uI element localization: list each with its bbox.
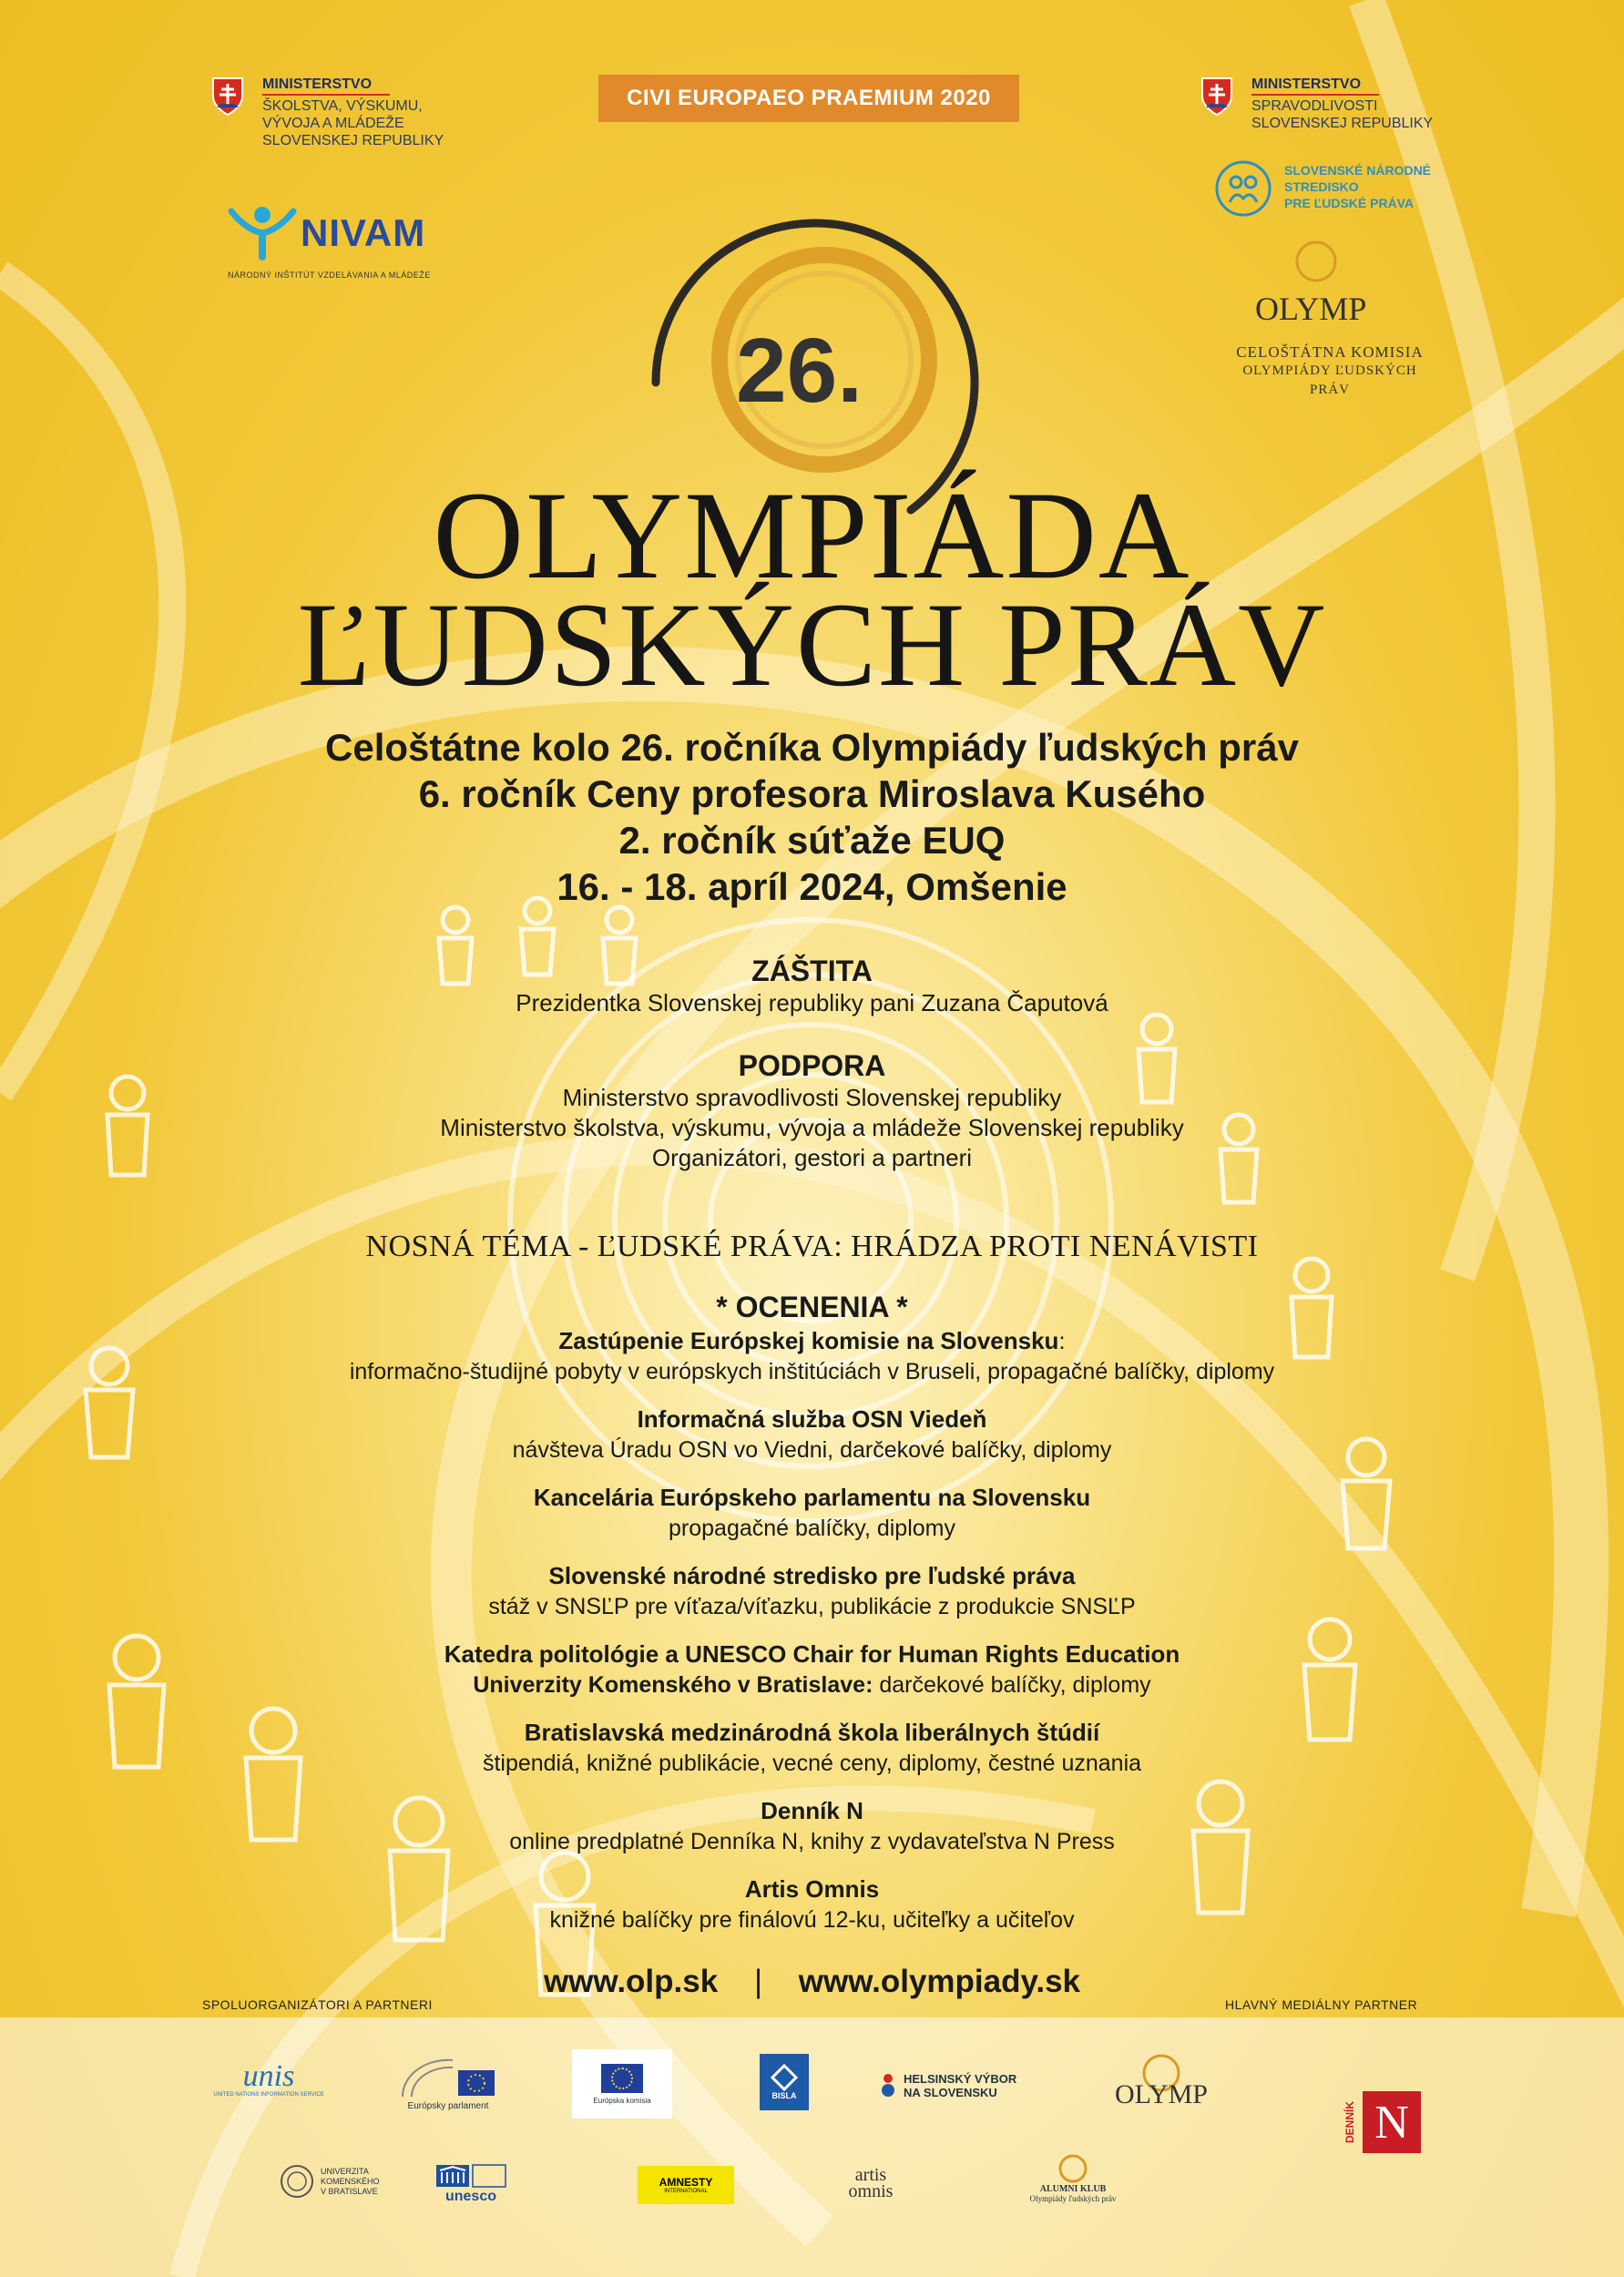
olymp-logo-text: OLYMP bbox=[1255, 291, 1367, 327]
dennik-label: DENNÍK bbox=[1343, 2100, 1357, 2144]
slovak-coat-of-arms-icon bbox=[1200, 77, 1233, 117]
award-text: stáž v SNSĽP pre víťaza/víťazku, publikácie z produkcie SNSĽP bbox=[488, 1594, 1136, 1619]
unis-logo: unis UNITED NATIONS INFORMATION SERVICE bbox=[213, 2059, 324, 2098]
alumni-club-logo: ALUMNI KLUB Olympiády ľudských práv bbox=[1009, 2146, 1137, 2210]
award-text: Univerzity Komenského v Bratislave: darčekové balíčky, diplomy bbox=[473, 1672, 1151, 1698]
unesco-logo: unesco bbox=[430, 2159, 512, 2210]
awards-heading: * OCENENIA * bbox=[716, 1291, 908, 1323]
awards-section bbox=[0, 1289, 1624, 1935]
dennik-n-logo: N bbox=[1363, 2091, 1421, 2153]
helsinki-icon bbox=[878, 2072, 898, 2099]
award-name: Kancelária Európskeho parlamentu na Slovensku bbox=[533, 1484, 1091, 1511]
ministry-education-name: MINISTERSTVO ŠKOLSTVA, VÝSKUMU, VÝVOJA A MLÁDEŽE SLOVENSKEJ REPUBLIKY bbox=[262, 77, 444, 148]
bisla-logo: BISLA bbox=[760, 2054, 809, 2110]
nivam-full-name: NÁRODNÝ INŠTITÚT VZDELÁVANIA A MLÁDEŽE bbox=[228, 271, 431, 280]
award-text: online predplatné Denníka N, knihy z vydavateľstva N Press bbox=[509, 1829, 1115, 1854]
olymp-ring-icon bbox=[1293, 239, 1339, 284]
websites: www.olp.sk | www.olympiady.sk bbox=[543, 1964, 1081, 1999]
website-link-olp[interactable]: www.olp.sk bbox=[543, 1964, 719, 1999]
podpora-heading: PODPORA bbox=[738, 1049, 886, 1082]
alumni-ring-icon bbox=[1057, 2153, 1088, 2184]
amnesty-logo: AMNESTY INTERNATIONAL bbox=[638, 2166, 734, 2204]
award-name: Bratislavská medzinárodná škola liberálnych štúdií bbox=[524, 1719, 1100, 1746]
ministry-justice-name: MINISTERSTVO SPRAVODLIVOSTI SLOVENSKEJ REPUBLIKY bbox=[1251, 77, 1434, 131]
zastita-heading: ZÁŠTITA bbox=[751, 955, 873, 987]
event-subtitles: Celoštátne kolo 26. ročníka Olympiády ľudských práv 6. ročník Ceny profesora Miroslava Kusého 2. ročník súťaže EUQ 16. - 18. apríl 2024, Omšenie bbox=[325, 726, 1299, 908]
award-name: Katedra politológie a UNESCO Chair for Human Rights Education bbox=[444, 1640, 1180, 1668]
award-text: knižné balíčky pre finálovú 12-ku, učiteľky a učiteľov bbox=[549, 1907, 1075, 1933]
olymp-footer-logo: OLYMP bbox=[1102, 2045, 1221, 2118]
olymp-commission-text: CELOŠTÁTNA KOMISIA OLYMPIÁDY ĽUDSKÝCH PRÁV bbox=[1236, 343, 1424, 397]
zastita-text: Prezidentka Slovenskej republiky pani Zuzana Čaputová bbox=[516, 989, 1108, 1016]
website-link-olympiady[interactable]: www.olympiady.sk bbox=[798, 1964, 1081, 1999]
award-name: Denník N bbox=[761, 1797, 863, 1824]
award-name: Slovenské národné stredisko pre ľudské práva bbox=[548, 1562, 1076, 1589]
nivam-logo-icon bbox=[228, 202, 297, 262]
edition-number: 26. bbox=[736, 320, 863, 422]
award-name: Artis Omnis bbox=[744, 1875, 880, 1903]
european-parliament-logo: Európsky parlament bbox=[393, 2047, 503, 2119]
slovak-coat-of-arms-icon bbox=[211, 77, 244, 117]
comenius-university-logo: UNIVERZITA KOMENSKÉHO V BRATISLAVE bbox=[279, 2159, 397, 2204]
university-seal-icon bbox=[279, 2163, 315, 2200]
main-theme: NOSNÁ TÉMA - ĽUDSKÉ PRÁVA: HRÁDZA PROTI NENÁVISTI bbox=[365, 1230, 1259, 1263]
main-title-line1: OLYMPIÁDA bbox=[433, 465, 1191, 605]
snslp-name: SLOVENSKÉ NÁRODNÉ STREDISKO PRE ĽUDSKÉ PRÁVA bbox=[1284, 163, 1432, 210]
main-title-line2: ĽUDSKÝCH PRÁV bbox=[297, 577, 1327, 711]
award-name: Zastúpenie Európskej komisie na Slovensku: bbox=[558, 1327, 1066, 1354]
snslp-logo-icon bbox=[1213, 158, 1273, 219]
award-text: propagačné balíčky, diplomy bbox=[669, 1516, 955, 1541]
award-text: návšteva Úradu OSN vo Viedni, darčekové balíčky, diplomy bbox=[512, 1437, 1112, 1463]
european-parliament-icon bbox=[398, 2056, 498, 2101]
unesco-temple-icon bbox=[434, 2163, 507, 2189]
media-partner-label: HLAVNÝ MEDIÁLNY PARTNER bbox=[1225, 1997, 1418, 2012]
bisla-diamond-icon bbox=[771, 2064, 798, 2091]
award-name: Informačná služba OSN Viedeň bbox=[637, 1405, 987, 1433]
nivam-logo-text: NIVAM bbox=[301, 211, 426, 254]
podpora-section: PODPORA Ministerstvo spravodlivosti Slovenskej republiky Ministerstvo školstva, výskumu, vývoja a mládeže Slovenskej republiky Organizátori, gestori a partneri bbox=[0, 1049, 1624, 1173]
partners-label: SPOLUORGANIZÁTORI A PARTNERI bbox=[202, 1997, 433, 2012]
award-text: informačno-študijné pobyty v európskych inštitúciách v Bruseli, propagačné balíčky, diplomy bbox=[349, 1359, 1275, 1384]
european-commission-logo: Európska komisia bbox=[572, 2049, 672, 2119]
helsinki-committee-logo: HELSINSKÝ VÝBOR NA SLOVENSKU bbox=[878, 2066, 1060, 2106]
artis-omnis-logo: artis omnis bbox=[848, 2165, 894, 2201]
zastita-section bbox=[0, 955, 1624, 1018]
award-text: štipendiá, knižné publikácie, vecné ceny, diplomy, čestné uznania bbox=[482, 1751, 1142, 1776]
award-banner: CIVI EUROPAEO PRAEMIUM 2020 bbox=[598, 75, 1019, 122]
